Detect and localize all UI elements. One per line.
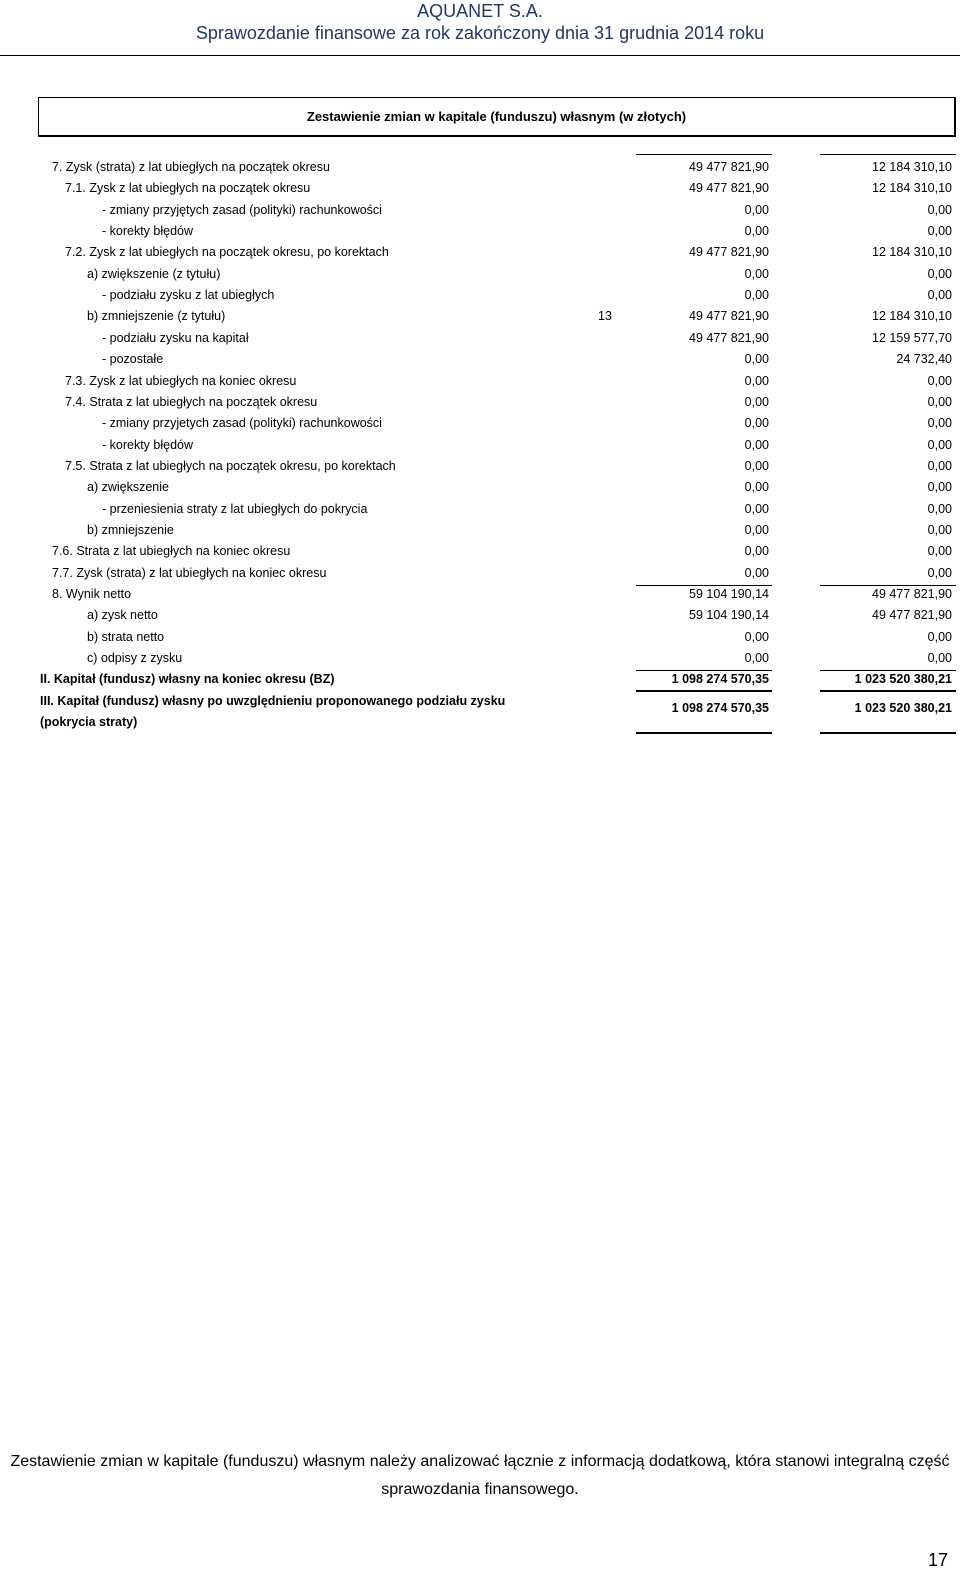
row-label: - korekty błędów bbox=[102, 224, 194, 239]
table-row bbox=[0, 200, 960, 221]
column-rule bbox=[636, 154, 772, 155]
row-label: a) zwiększenie (z tytułu) bbox=[87, 266, 221, 281]
column-rule bbox=[636, 585, 772, 586]
table-row bbox=[0, 477, 960, 498]
value-current-year: 0,00 bbox=[744, 352, 769, 367]
table-row bbox=[0, 627, 960, 648]
table-row bbox=[0, 541, 960, 562]
row-label: 7.3. Zysk z lat ubiegłych na koniec okresu bbox=[65, 373, 297, 388]
value-current-year: 49 477 821,90 bbox=[689, 245, 769, 260]
value-previous-year: 49 477 821,90 bbox=[872, 587, 952, 601]
table-row bbox=[0, 413, 960, 434]
value-previous-year: 12 184 310,10 bbox=[872, 181, 952, 196]
value-current-year: 0,00 bbox=[744, 544, 769, 559]
value-current-year: 0,00 bbox=[744, 565, 769, 580]
value-current-year: 1 098 274 570,35 bbox=[671, 672, 769, 687]
row-label: b) zmniejszenie bbox=[87, 522, 174, 537]
value-current-year: 0,00 bbox=[744, 458, 769, 473]
row-label: 7.5. Strata z lat ubiegłych na początek okresu, po korektach bbox=[65, 458, 396, 473]
value-previous-year: 0,00 bbox=[927, 288, 952, 303]
table-row bbox=[0, 349, 960, 370]
value-previous-year: 1 023 520 380,21 bbox=[854, 672, 952, 687]
table-row bbox=[0, 157, 960, 178]
row-label: 7.4. Strata z lat ubiegłych na początek okresu bbox=[65, 394, 318, 409]
table-row bbox=[0, 605, 960, 626]
row-note: 13 bbox=[598, 309, 612, 324]
value-current-year: 0,00 bbox=[744, 437, 769, 452]
value-current-year: 1 098 274 570,35 bbox=[671, 700, 769, 715]
row-label: III. Kapitał (fundusz) własny po uwzględnieniu proponowanego podziału zysku (pokrycia straty) bbox=[40, 693, 506, 729]
value-previous-year: 0,00 bbox=[927, 565, 952, 580]
column-rule bbox=[820, 585, 956, 586]
row-label: 7.7. Zysk (strata) z lat ubiegłych na koniec okresu bbox=[52, 565, 327, 580]
table-row bbox=[0, 435, 960, 456]
row-label: - podziału zysku z lat ubiegłych bbox=[102, 288, 275, 303]
footer-note: Zestawienie zmian w kapitale (funduszu) własnym należy analizować łącznie z informacją dodatkową, która stanowi integralną część sprawozdania finansowego. bbox=[10, 1453, 950, 1498]
table-row bbox=[0, 499, 960, 520]
column-rule bbox=[820, 690, 956, 692]
table-row bbox=[0, 669, 960, 690]
value-previous-year: 12 184 310,10 bbox=[872, 309, 952, 324]
row-label: 7.2. Zysk z lat ubiegłych na początek okresu, po korektach bbox=[65, 245, 389, 260]
value-previous-year: 0,00 bbox=[927, 373, 952, 388]
value-current-year: 0,00 bbox=[744, 202, 769, 217]
value-current-year: 0,00 bbox=[744, 480, 769, 495]
header-rule bbox=[0, 55, 960, 56]
row-label: - zmiany przyjetych zasad (polityki) rachunkowości bbox=[102, 416, 382, 431]
row-label: a) zwiększenie bbox=[87, 480, 169, 495]
value-previous-year: 0,00 bbox=[927, 629, 952, 644]
value-previous-year: 0,00 bbox=[927, 394, 952, 409]
value-current-year: 49 477 821,90 bbox=[689, 181, 769, 196]
value-previous-year: 0,00 bbox=[927, 501, 952, 516]
value-previous-year: 0,00 bbox=[927, 544, 952, 559]
row-label: a) zysk netto bbox=[87, 608, 158, 623]
value-previous-year: 12 159 577,70 bbox=[872, 330, 952, 345]
value-previous-year: 0,00 bbox=[927, 651, 952, 666]
value-previous-year: 0,00 bbox=[927, 458, 952, 473]
value-current-year: 0,00 bbox=[744, 266, 769, 281]
table-row bbox=[0, 584, 960, 605]
table-row bbox=[0, 563, 960, 584]
value-previous-year: 0,00 bbox=[927, 416, 952, 431]
value-current-year: 0,00 bbox=[744, 522, 769, 537]
table-title: Zestawienie zmian w kapitale (funduszu) własnym (w złotych) bbox=[38, 97, 956, 137]
row-label: b) zmniejszenie (z tytułu) bbox=[87, 309, 226, 324]
row-label: 7.1. Zysk z lat ubiegłych na początek okresu bbox=[65, 181, 311, 196]
column-rule bbox=[820, 732, 956, 734]
value-previous-year: 12 184 310,10 bbox=[872, 160, 952, 174]
column-rule bbox=[820, 670, 956, 671]
row-label: c) odpisy z zysku bbox=[87, 651, 183, 666]
value-current-year: 0,00 bbox=[744, 651, 769, 666]
table-row bbox=[0, 648, 960, 669]
report-title: Sprawozdanie finansowe za rok zakończony dnia 31 grudnia 2014 roku bbox=[195, 23, 765, 43]
value-current-year: 49 477 821,90 bbox=[689, 309, 769, 324]
table-row bbox=[0, 242, 960, 263]
column-rule bbox=[636, 670, 772, 671]
value-current-year: 0,00 bbox=[744, 224, 769, 239]
row-label: - korekty błędów bbox=[102, 437, 194, 452]
value-previous-year: 0,00 bbox=[927, 224, 952, 239]
value-previous-year: 1 023 520 380,21 bbox=[854, 700, 952, 715]
table-row bbox=[0, 328, 960, 349]
value-current-year: 0,00 bbox=[744, 416, 769, 431]
value-previous-year: 12 184 310,10 bbox=[872, 245, 952, 260]
table-row bbox=[0, 520, 960, 541]
row-label: - przeniesienia straty z lat ubiegłych do pokrycia bbox=[102, 501, 368, 516]
table-row bbox=[0, 456, 960, 477]
value-previous-year: 0,00 bbox=[927, 480, 952, 495]
table-row bbox=[0, 221, 960, 242]
company-name: AQUANET S.A. bbox=[417, 1, 543, 21]
table-row bbox=[0, 691, 960, 737]
value-current-year: 0,00 bbox=[744, 394, 769, 409]
row-label: 7.6. Strata z lat ubiegłych na koniec okresu bbox=[52, 544, 291, 559]
row-label: II. Kapitał (fundusz) własny na koniec okresu (BZ) bbox=[40, 672, 335, 687]
row-label: 7. Zysk (strata) z lat ubiegłych na początek okresu bbox=[52, 160, 330, 174]
value-previous-year: 0,00 bbox=[927, 202, 952, 217]
value-previous-year: 24 732,40 bbox=[896, 352, 952, 367]
table-row bbox=[0, 306, 960, 327]
table-row bbox=[0, 371, 960, 392]
column-rule bbox=[820, 154, 956, 155]
row-label: - zmiany przyjętych zasad (polityki) rachunkowości bbox=[102, 202, 382, 217]
value-current-year: 49 477 821,90 bbox=[689, 330, 769, 345]
table-row bbox=[0, 264, 960, 285]
table-row bbox=[0, 285, 960, 306]
table-row bbox=[0, 178, 960, 199]
row-label: b) strata netto bbox=[87, 629, 165, 644]
column-rule bbox=[636, 732, 772, 734]
value-previous-year: 0,00 bbox=[927, 437, 952, 452]
value-current-year: 0,00 bbox=[744, 629, 769, 644]
value-previous-year: 0,00 bbox=[927, 522, 952, 537]
column-rule bbox=[636, 690, 772, 692]
page-number: 17 bbox=[927, 1550, 948, 1570]
value-previous-year: 0,00 bbox=[927, 266, 952, 281]
value-current-year: 59 104 190,14 bbox=[689, 608, 769, 623]
value-current-year: 0,00 bbox=[744, 373, 769, 388]
row-label: - podziału zysku na kapitał bbox=[102, 330, 249, 345]
value-current-year: 0,00 bbox=[744, 288, 769, 303]
value-current-year: 59 104 190,14 bbox=[689, 587, 769, 601]
row-label: 8. Wynik netto bbox=[52, 587, 132, 601]
value-previous-year: 49 477 821,90 bbox=[872, 608, 952, 623]
value-current-year: 0,00 bbox=[744, 501, 769, 516]
table-row bbox=[0, 392, 960, 413]
value-current-year: 49 477 821,90 bbox=[689, 160, 769, 174]
row-label: - pozostałe bbox=[102, 352, 164, 367]
